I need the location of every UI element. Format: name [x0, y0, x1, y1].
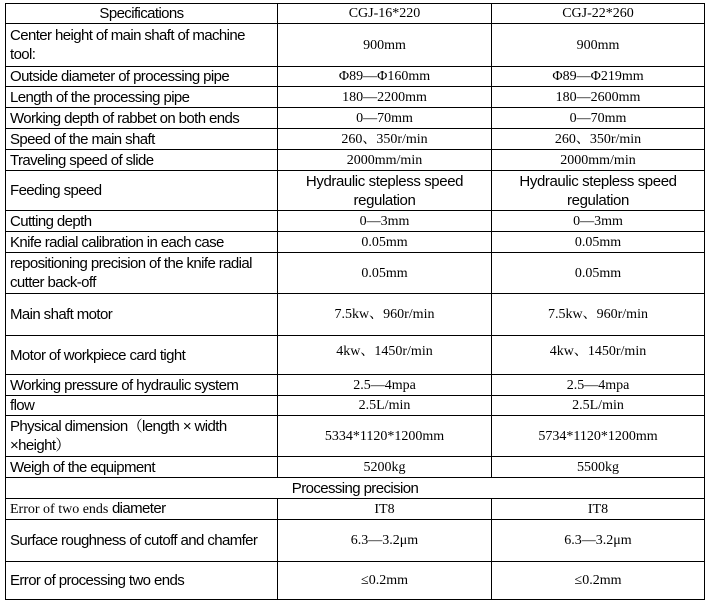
row-value: 5734*1120*1200mm [492, 416, 705, 457]
row-label: Speed of the main shaft [6, 129, 278, 150]
row-value: 0—3mm [278, 211, 492, 232]
row-label: Length of the processing pipe [6, 87, 278, 108]
row-label: repositioning precision of the knife radial cutter back-off [6, 253, 278, 294]
row-label: Weigh of the equipment [6, 457, 278, 478]
row-value: 2000mm/min [278, 150, 492, 171]
row-value: IT8 [278, 499, 492, 520]
row-label-part: diameter [108, 500, 166, 517]
section-row [6, 478, 705, 499]
row-label: Feeding speed [6, 171, 278, 211]
row-value: ≤0.2mm [492, 562, 705, 600]
table-row [6, 108, 705, 129]
row-value: 2.5—4mpa [492, 375, 705, 396]
row-value: Φ89—Φ219mm [492, 67, 705, 87]
header-model: CGJ-16*220 [278, 4, 492, 24]
table-row [6, 294, 705, 336]
row-value: 7.5kw、960r/min [278, 294, 492, 336]
row-label: flow [6, 396, 278, 416]
row-label: Cutting depth [6, 211, 278, 232]
table-row [6, 520, 705, 562]
row-label: Surface roughness of cutoff and chamfer [6, 520, 278, 562]
row-label: Motor of workpiece card tight [6, 336, 278, 375]
table-row [6, 336, 705, 375]
table-row [6, 87, 705, 108]
row-value: 2000mm/min [492, 150, 705, 171]
row-value: 0.05mm [492, 253, 705, 294]
row-value: Hydraulic stepless speed regulation [278, 171, 492, 211]
specifications-table [5, 3, 705, 600]
row-value: 0—70mm [492, 108, 705, 129]
row-label: Working depth of rabbet on both ends [6, 108, 278, 129]
section-heading: Processing precision [6, 478, 705, 499]
row-value: Hydraulic stepless speed regulation [492, 171, 705, 211]
row-value: 0—70mm [278, 108, 492, 129]
row-value: 900mm [278, 24, 492, 67]
row-value: 4kw、1450r/min [278, 336, 492, 375]
row-value: 180—2200mm [278, 87, 492, 108]
header-model: CGJ-22*260 [492, 4, 705, 24]
table-row [6, 396, 705, 416]
row-value: 0—3mm [492, 211, 705, 232]
table-row [6, 150, 705, 171]
row-value: 6.3—3.2μm [492, 520, 705, 562]
row-label: Outside diameter of processing pipe [6, 67, 278, 87]
row-label-serif-part: Error of two ends [10, 502, 109, 517]
table-row [6, 129, 705, 150]
table-row [6, 499, 705, 520]
table-row [6, 416, 705, 457]
row-label: Traveling speed of slide [6, 150, 278, 171]
row-value: IT8 [492, 499, 705, 520]
table-row [6, 253, 705, 294]
table-row [6, 67, 705, 87]
row-value: ≤0.2mm [278, 562, 492, 600]
table-row [6, 211, 705, 232]
row-value: 900mm [492, 24, 705, 67]
row-value: 260、350r/min [492, 129, 705, 150]
row-value: 7.5kw、960r/min [492, 294, 705, 336]
row-label: Physical dimension（length × width ×height） [6, 416, 278, 457]
row-value: 0.05mm [278, 253, 492, 294]
row-value: 4kw、1450r/min [492, 336, 705, 375]
row-value: 6.3—3.2μm [278, 520, 492, 562]
row-value: 2.5L/min [492, 396, 705, 416]
row-value: 5334*1120*1200mm [278, 416, 492, 457]
row-label: Main shaft motor [6, 294, 278, 336]
row-value: 5500kg [492, 457, 705, 478]
table-row [6, 457, 705, 478]
row-label: Knife radial calibration in each case [6, 232, 278, 253]
table-row [6, 375, 705, 396]
row-value: 0.05mm [492, 232, 705, 253]
row-value: 180—2600mm [492, 87, 705, 108]
row-label [6, 499, 278, 520]
row-value: 5200kg [278, 457, 492, 478]
row-value: 0.05mm [278, 232, 492, 253]
row-value: Φ89—Φ160mm [278, 67, 492, 87]
row-value: 2.5—4mpa [278, 375, 492, 396]
row-label: Center height of main shaft of machine tool: [6, 24, 278, 67]
header-label: Specifications [6, 4, 278, 24]
table-row [6, 24, 705, 67]
table-row [6, 232, 705, 253]
row-value: 2.5L/min [278, 396, 492, 416]
header-row [6, 4, 705, 24]
table-row [6, 171, 705, 211]
row-label: Error of processing two ends [6, 562, 278, 600]
row-label: Working pressure of hydraulic system [6, 375, 278, 396]
row-value: 260、350r/min [278, 129, 492, 150]
table-row [6, 562, 705, 600]
